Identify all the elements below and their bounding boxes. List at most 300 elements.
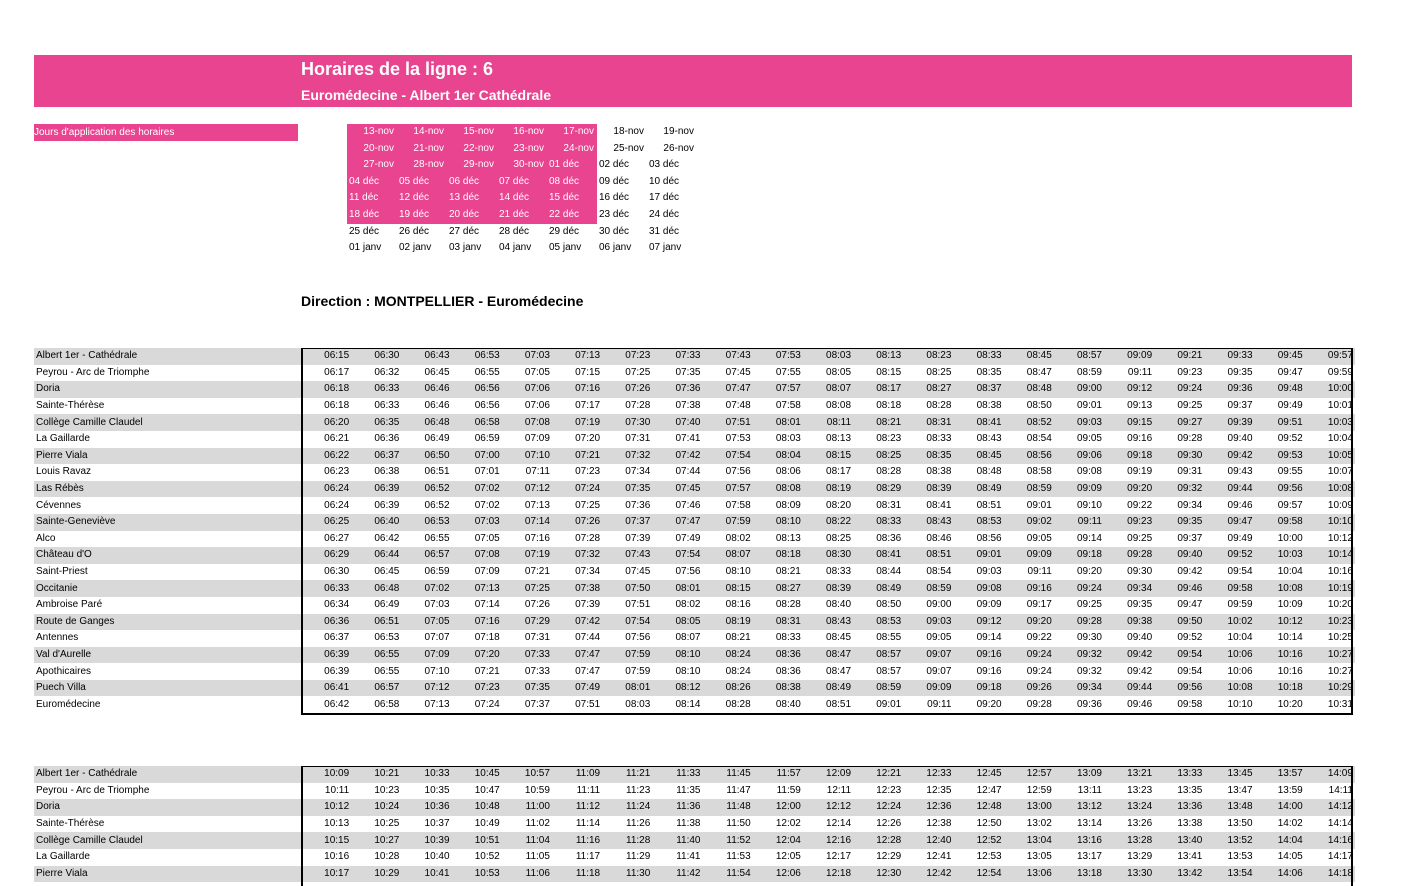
departure-time: 07:12 (502, 481, 552, 498)
departure-time: 06:49 (374, 599, 400, 611)
table-row (34, 497, 1355, 514)
departure-time: 10:14 (1305, 547, 1355, 564)
table-row (34, 564, 1355, 581)
departure-time: 13:52 (1204, 832, 1254, 849)
departure-time: 07:54 (652, 547, 702, 564)
departure-time: 12:42 (903, 866, 953, 883)
table-row (34, 816, 1355, 833)
departure-time: 11:29 (626, 851, 651, 863)
departure-time: 08:54 (1026, 433, 1052, 445)
departure-time: 09:40 (1227, 433, 1253, 445)
departure-time: 06:55 (474, 366, 500, 378)
departure-time: 09:12 (953, 614, 1003, 631)
departure-time: 09:03 (903, 614, 953, 631)
calendar-date: 23 déc (599, 208, 630, 220)
calendar-row (347, 224, 697, 241)
departure-time: 10:04 (1277, 566, 1303, 578)
departure-time: 08:12 (652, 680, 702, 697)
departure-time: 14:09 (1305, 766, 1355, 783)
departure-time: 09:34 (1054, 680, 1104, 697)
departure-time: 06:45 (424, 366, 450, 378)
departure-time: 09:26 (1004, 680, 1054, 697)
departure-time: 07:39 (575, 599, 601, 611)
departure-time: 09:01 (1076, 400, 1102, 412)
departure-time: 07:53 (725, 433, 751, 445)
departure-time: 08:53 (953, 514, 1003, 531)
departure-time: 06:39 (301, 647, 351, 664)
calendar-row (347, 141, 697, 158)
departure-time: 07:09 (401, 647, 451, 664)
calendar-date: 25 déc (349, 225, 380, 237)
departure-time: 10:11 (324, 784, 350, 796)
departure-time: 12:26 (876, 818, 902, 830)
table-row (34, 766, 1355, 783)
departure-time: 07:51 (703, 414, 753, 431)
calendar-date: 28-nov (397, 157, 447, 174)
departure-time: 12:21 (853, 766, 903, 783)
departure-time: 10:03 (1255, 547, 1305, 564)
departure-time: 08:33 (953, 348, 1003, 365)
table-row (34, 696, 1355, 713)
departure-time: 09:45 (1255, 348, 1305, 365)
departure-time: 12:11 (826, 784, 852, 796)
departure-time: 14:05 (1277, 851, 1303, 863)
stop-name: Peyrou - Arc de Triomphe (36, 366, 150, 378)
departure-time: 08:10 (675, 665, 701, 677)
calendar-date: 04 janv (499, 242, 532, 254)
stop-name: Pierre Viala (34, 866, 301, 883)
departure-time: 12:59 (1026, 784, 1052, 796)
departure-time: 10:47 (474, 784, 500, 796)
calendar-date: 15-nov (447, 124, 497, 141)
departure-time: 06:53 (452, 348, 502, 365)
departure-time: 08:17 (853, 381, 903, 398)
departure-time: 07:45 (625, 566, 651, 578)
stop-name: Château d'O (34, 547, 301, 564)
departure-time: 08:28 (876, 466, 902, 478)
departure-time: 09:36 (1204, 381, 1254, 398)
departure-time: 09:09 (1004, 547, 1054, 564)
departure-time: 11:06 (502, 866, 552, 883)
departure-time: 07:50 (602, 580, 652, 597)
departure-time: 07:42 (552, 614, 602, 631)
departure-time: 08:31 (876, 499, 902, 511)
departure-time: 07:06 (502, 381, 552, 398)
departure-time: 08:50 (876, 599, 902, 611)
departure-time: 09:12 (1104, 381, 1154, 398)
departure-time: 07:28 (575, 532, 601, 544)
departure-time: 06:36 (374, 433, 400, 445)
departure-time: 10:13 (324, 818, 350, 830)
departure-time: 09:05 (926, 632, 952, 644)
calendar-row (347, 190, 697, 207)
calendar-date: 01 janv (349, 242, 382, 254)
departure-time: 07:43 (703, 348, 753, 365)
calendar-date: 15 déc (547, 190, 597, 207)
departure-time: 09:50 (1154, 614, 1204, 631)
departure-time: 13:28 (1104, 832, 1154, 849)
departure-time: 14:17 (1327, 851, 1353, 863)
departure-time: 12:52 (953, 832, 1003, 849)
departure-time: 07:32 (602, 448, 652, 465)
departure-time: 06:38 (374, 466, 400, 478)
departure-time: 13:33 (1154, 766, 1204, 783)
departure-time: 08:48 (976, 466, 1002, 478)
departure-time: 07:56 (725, 466, 751, 478)
calendar-date: 26 déc (399, 225, 430, 237)
departure-time: 09:32 (1154, 481, 1204, 498)
departure-time: 09:48 (1255, 381, 1305, 398)
departure-time: 11:04 (502, 832, 552, 849)
departure-time: 11:47 (726, 784, 751, 796)
departure-time: 06:55 (424, 532, 450, 544)
departure-time: 11:48 (703, 799, 753, 816)
departure-time: 08:33 (775, 632, 801, 644)
departure-time: 08:08 (826, 400, 852, 412)
departure-time: 13:54 (1204, 866, 1254, 883)
departure-time: 07:09 (474, 566, 500, 578)
departure-time: 10:45 (452, 766, 502, 783)
departure-time: 11:24 (602, 799, 652, 816)
departure-time: 09:25 (1076, 599, 1102, 611)
departure-time: 08:44 (876, 566, 902, 578)
departure-time: 12:16 (803, 832, 853, 849)
departure-time: 09:30 (1076, 632, 1102, 644)
departure-time: 09:58 (1204, 580, 1254, 597)
departure-time: 09:18 (953, 680, 1003, 697)
departure-time: 07:31 (524, 632, 550, 644)
departure-time: 06:32 (374, 366, 400, 378)
table-row (34, 348, 1355, 365)
departure-time: 13:26 (1127, 818, 1153, 830)
departure-time: 09:00 (1054, 381, 1104, 398)
departure-time: 09:03 (976, 566, 1002, 578)
departure-time: 06:56 (474, 400, 500, 412)
departure-time: 06:43 (401, 348, 451, 365)
departure-time: 08:47 (803, 647, 853, 664)
departure-time: 10:23 (1305, 614, 1355, 631)
departure-time: 06:56 (452, 381, 502, 398)
calendar-row (347, 157, 697, 174)
departure-time: 13:35 (1177, 784, 1203, 796)
departure-time: 09:35 (1154, 514, 1204, 531)
departure-time: 09:23 (1177, 366, 1203, 378)
calendar-date: 13-nov (347, 124, 397, 141)
departure-time: 09:06 (1054, 448, 1104, 465)
departure-time: 08:03 (625, 698, 651, 710)
departure-time: 07:49 (552, 680, 602, 697)
departure-time: 07:37 (524, 698, 550, 710)
departure-time: 08:01 (602, 680, 652, 697)
departure-time: 10:12 (301, 799, 351, 816)
departure-time: 07:45 (725, 366, 751, 378)
departure-time: 07:23 (452, 680, 502, 697)
departure-time: 09:22 (1127, 499, 1153, 511)
departure-time: 06:59 (474, 433, 500, 445)
departure-time: 13:11 (1077, 784, 1102, 796)
departure-time: 10:33 (401, 766, 451, 783)
table-row (34, 464, 1355, 481)
departure-time: 12:05 (775, 851, 801, 863)
departure-time: 06:39 (351, 481, 401, 498)
departure-time: 06:46 (401, 381, 451, 398)
departure-time: 13:02 (1026, 818, 1052, 830)
departure-time: 07:15 (575, 366, 601, 378)
departure-time: 10:20 (1277, 698, 1303, 710)
departure-time: 13:17 (1076, 851, 1102, 863)
departure-time: 09:47 (1177, 599, 1203, 611)
departure-time: 09:28 (1104, 547, 1154, 564)
departure-time: 12:47 (976, 784, 1002, 796)
departure-time: 13:45 (1204, 766, 1254, 783)
calendar-date: 09 déc (599, 175, 630, 187)
departure-time: 08:13 (853, 348, 903, 365)
departure-time: 08:09 (775, 499, 801, 511)
calendar-date: 12 déc (397, 190, 447, 207)
departure-time: 09:40 (1127, 632, 1153, 644)
departure-time: 13:23 (1127, 784, 1153, 796)
departure-time: 11:50 (726, 818, 751, 830)
departure-time: 08:17 (826, 466, 852, 478)
departure-time: 06:24 (324, 499, 350, 511)
departure-time: 06:39 (374, 499, 400, 511)
departure-time: 09:18 (1104, 448, 1154, 465)
departure-time: 06:22 (301, 448, 351, 465)
calendar-date: 31 déc (649, 225, 680, 237)
departure-time: 08:31 (903, 414, 953, 431)
departure-time: 12:18 (803, 866, 853, 883)
departure-time: 08:29 (853, 481, 903, 498)
departure-time: 08:59 (1076, 366, 1102, 378)
departure-time: 07:36 (652, 381, 702, 398)
calendar-date: 01 déc (547, 157, 597, 174)
departure-time: 06:53 (401, 514, 451, 531)
departure-time: 07:53 (753, 348, 803, 365)
stop-name: La Gaillarde (36, 433, 90, 445)
departure-time: 08:14 (675, 698, 701, 710)
departure-time: 09:22 (1026, 632, 1052, 644)
calendar-date: 27 déc (449, 225, 480, 237)
departure-time: 08:41 (953, 414, 1003, 431)
departure-time: 12:40 (903, 832, 953, 849)
departure-time: 10:08 (1305, 481, 1355, 498)
departure-time: 06:41 (301, 680, 351, 697)
departure-time: 07:12 (401, 680, 451, 697)
calendar-date: 20-nov (347, 141, 397, 158)
departure-time: 10:07 (1327, 466, 1353, 478)
page-title: Horaires de la ligne : 6 (301, 59, 494, 79)
stop-name: Albert 1er - Cathédrale (34, 348, 301, 365)
departure-time: 09:20 (1104, 481, 1154, 498)
departure-time: 07:48 (725, 400, 751, 412)
departure-time: 07:16 (552, 381, 602, 398)
departure-time: 08:26 (703, 680, 753, 697)
departure-time: 10:35 (424, 784, 450, 796)
departure-time: 09:47 (1204, 514, 1254, 531)
departure-time: 06:15 (301, 348, 351, 365)
departure-time: 07:51 (575, 698, 601, 710)
departure-time: 11:36 (652, 799, 702, 816)
departure-time: 09:37 (1227, 400, 1253, 412)
departure-time: 09:11 (1054, 514, 1104, 531)
departure-time: 06:33 (351, 381, 401, 398)
departure-time: 13:42 (1154, 866, 1204, 883)
stop-name: Sainte-Thérèse (36, 818, 105, 830)
departure-time: 14:02 (1277, 818, 1303, 830)
departure-time: 08:23 (903, 348, 953, 365)
departure-time: 09:44 (1104, 680, 1154, 697)
departure-time: 07:26 (524, 599, 550, 611)
calendar-row (347, 207, 697, 224)
departure-time: 06:20 (301, 414, 351, 431)
departure-time: 07:05 (524, 366, 550, 378)
departure-time: 07:16 (452, 614, 502, 631)
table-row (34, 783, 1355, 800)
departure-time: 06:25 (301, 514, 351, 531)
departure-time: 08:21 (725, 632, 751, 644)
stop-name: Louis Ravaz (36, 466, 92, 478)
table-row (34, 381, 1355, 398)
departure-time: 09:11 (1027, 566, 1052, 578)
departure-time: 08:54 (926, 566, 952, 578)
departure-time: 08:19 (803, 481, 853, 498)
departure-time: 09:20 (1004, 614, 1054, 631)
departure-time: 08:38 (976, 400, 1002, 412)
stop-name: Antennes (36, 632, 79, 644)
departure-time: 10:10 (1227, 698, 1253, 710)
calendar-date: 25-nov (613, 142, 644, 154)
departure-time: 10:15 (301, 832, 351, 849)
stop-name: Saint-Priest (36, 566, 88, 578)
departure-time: 13:36 (1154, 799, 1204, 816)
table-row (34, 547, 1355, 564)
departure-time: 08:08 (753, 481, 803, 498)
departure-time: 08:36 (775, 665, 801, 677)
departure-time: 07:29 (502, 614, 552, 631)
departure-time: 07:21 (552, 448, 602, 465)
stop-name: Route de Ganges (34, 614, 301, 631)
stop-name: Sainte-Thérèse (36, 400, 105, 412)
departure-time: 09:05 (1076, 433, 1102, 445)
departure-time: 09:57 (1277, 499, 1303, 511)
calendar-date: 18 déc (347, 207, 397, 224)
table-row (34, 365, 1355, 382)
departure-time: 10:49 (474, 818, 500, 830)
departure-time: 06:23 (324, 466, 350, 478)
departure-time: 09:42 (1204, 448, 1254, 465)
departure-time: 07:49 (675, 532, 701, 544)
departure-time: 07:47 (575, 665, 601, 677)
table-row (34, 531, 1355, 548)
departure-time: 10:51 (452, 832, 502, 849)
stop-name: Albert 1er - Cathédrale (34, 766, 301, 783)
stop-name: Doria (34, 381, 301, 398)
departure-time: 09:25 (1127, 532, 1153, 544)
calendar-date: 19-nov (663, 126, 694, 137)
departure-time: 07:14 (474, 599, 500, 611)
departure-time: 08:20 (826, 499, 852, 511)
departure-time: 08:48 (1004, 381, 1054, 398)
departure-time: 06:34 (324, 599, 350, 611)
departure-time: 07:13 (552, 348, 602, 365)
departure-time: 10:05 (1305, 448, 1355, 465)
calendar-date: 16 déc (599, 192, 630, 204)
departure-time: 12:23 (876, 784, 902, 796)
departure-time: 11:59 (776, 784, 801, 796)
departure-time: 13:59 (1277, 784, 1303, 796)
departure-time: 09:34 (1177, 499, 1203, 511)
departure-time: 08:07 (703, 547, 753, 564)
calendar-date: 02 déc (599, 159, 630, 171)
departure-time: 10:06 (1227, 665, 1253, 677)
calendar-date: 28 déc (499, 225, 530, 237)
departure-time: 09:58 (1255, 514, 1305, 531)
departure-time: 13:06 (1004, 866, 1054, 883)
departure-time: 10:16 (1327, 566, 1353, 578)
departure-time: 09:32 (1054, 647, 1104, 664)
calendar-date: 21-nov (397, 141, 447, 158)
departure-time: 12:24 (853, 799, 903, 816)
departure-time: 08:33 (826, 566, 852, 578)
departure-time: 09:09 (1054, 481, 1104, 498)
table-row (34, 448, 1355, 465)
departure-time: 11:18 (552, 866, 602, 883)
calendar-date: 18-nov (613, 126, 644, 137)
departure-time: 08:56 (976, 532, 1002, 544)
departure-time: 12:45 (953, 766, 1003, 783)
departure-time: 08:06 (775, 466, 801, 478)
calendar-date: 29-nov (447, 157, 497, 174)
departure-time: 13:21 (1104, 766, 1154, 783)
departure-time: 09:38 (1104, 614, 1154, 631)
departure-time: 06:55 (351, 647, 401, 664)
departure-time: 11:14 (575, 818, 601, 830)
departure-time: 10:27 (1305, 647, 1355, 664)
table-row (34, 514, 1355, 531)
departure-time: 09:21 (1154, 348, 1204, 365)
departure-time: 07:33 (524, 665, 550, 677)
stop-name: La Gaillarde (36, 851, 90, 863)
departure-time: 09:16 (1127, 433, 1153, 445)
departure-time: 07:25 (502, 580, 552, 597)
departure-time: 10:16 (1255, 647, 1305, 664)
departure-time: 09:42 (1177, 566, 1203, 578)
departure-time: 10:08 (1255, 580, 1305, 597)
departure-time: 07:23 (602, 348, 652, 365)
departure-time: 10:00 (1277, 532, 1303, 544)
departure-time: 08:43 (803, 614, 853, 631)
departure-time: 09:24 (1054, 580, 1104, 597)
departure-time: 07:59 (703, 514, 753, 531)
calendar-date: 22-nov (447, 141, 497, 158)
departure-time: 11:09 (552, 766, 602, 783)
departure-time: 09:37 (1177, 532, 1203, 544)
departure-time: 12:41 (926, 851, 952, 863)
departure-time: 11:11 (576, 784, 601, 796)
departure-time: 06:51 (424, 466, 450, 478)
table-row (34, 832, 1355, 849)
stop-name: Apothicaires (36, 665, 92, 677)
departure-time: 07:47 (552, 647, 602, 664)
departure-time: 12:57 (1004, 766, 1054, 783)
departure-time: 08:45 (953, 448, 1003, 465)
departure-time: 06:37 (351, 448, 401, 465)
departure-time: 11:42 (652, 866, 702, 883)
calendar-date: 13 déc (447, 190, 497, 207)
departure-time: 07:51 (625, 599, 651, 611)
departure-time: 07:28 (625, 400, 651, 412)
departure-time: 10:27 (1327, 665, 1353, 677)
